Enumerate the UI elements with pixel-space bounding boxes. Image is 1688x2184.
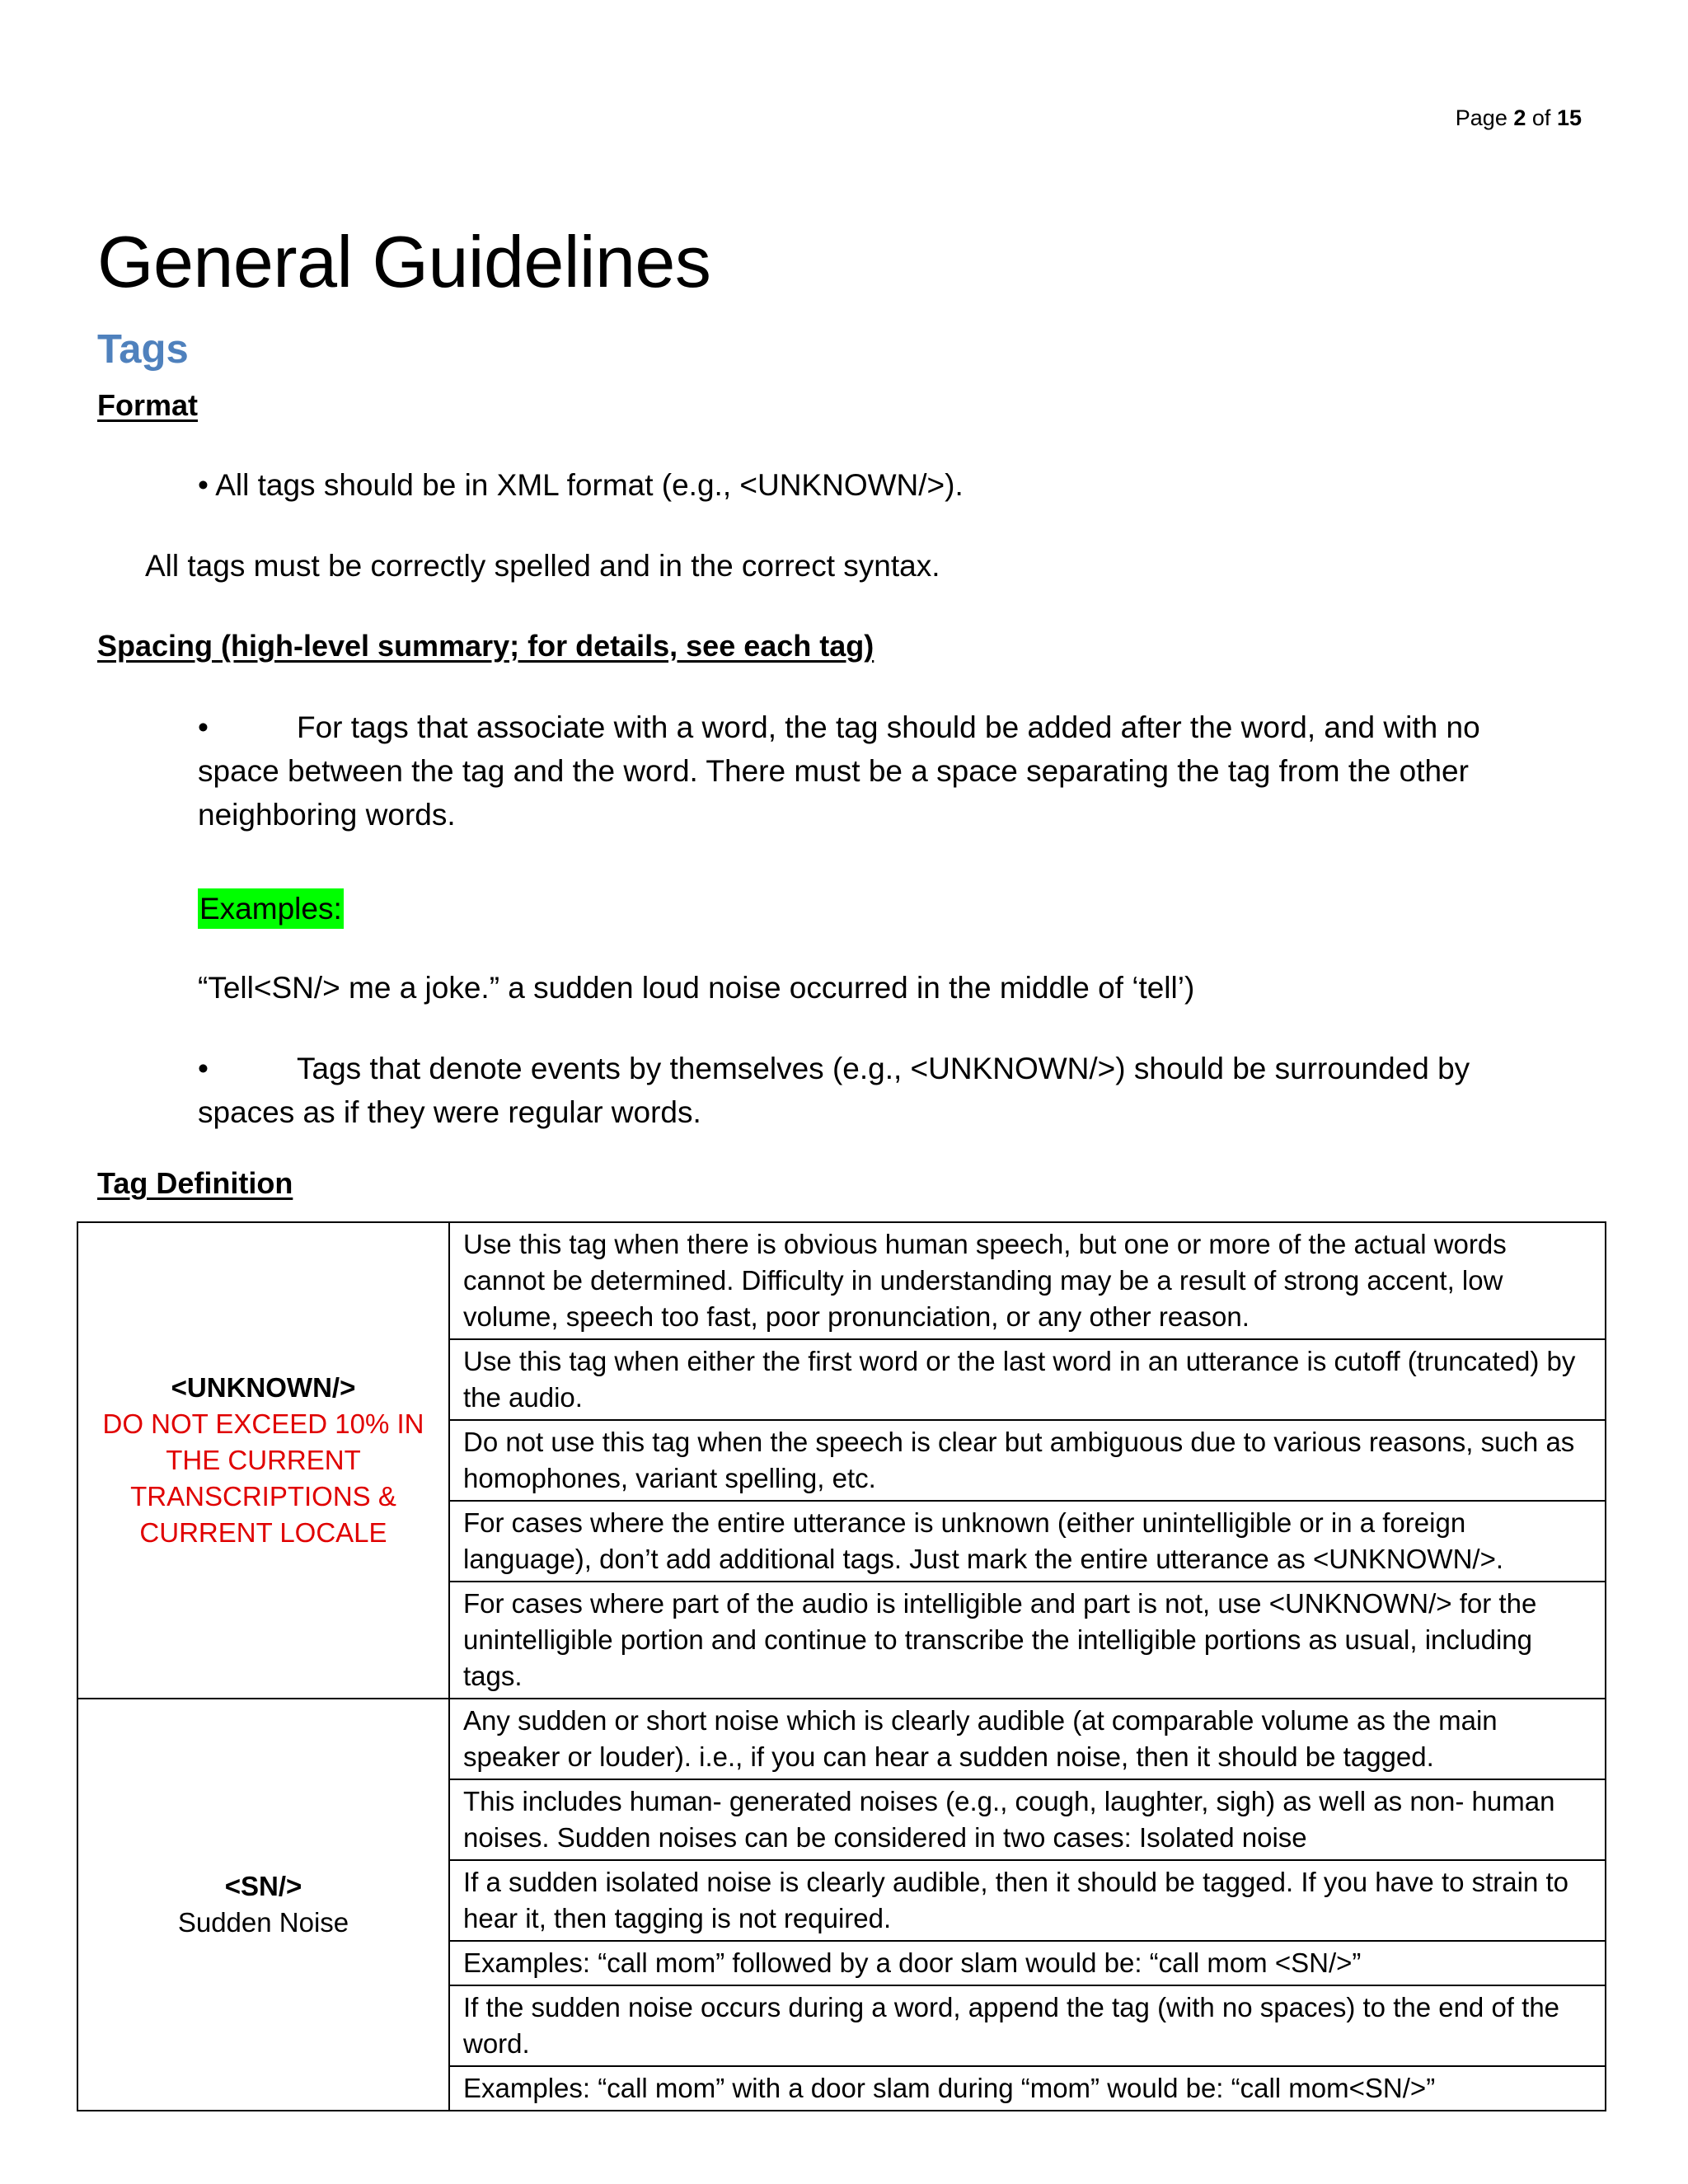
sn-tag-label: Sudden Noise [177,1907,349,1938]
format-note: All tags must be correctly spelled and in the correct syntax. [145,549,940,583]
examples-label [198,887,344,930]
page-total: 15 [1556,105,1582,130]
table-row [77,1222,1606,1339]
page-number [1456,105,1582,131]
sn-tag-cell [77,1699,449,2111]
tag-definition-heading: Tag Definition [97,1166,293,1200]
page-of: of [1531,105,1551,130]
table-cell: Do not use this tag when the speech is clear but ambiguous due to various reasons, such as homophones, variant spelling, etc. [449,1420,1606,1501]
table-cell: This includes human- generated noises (e.g., cough, laughter, sigh) as well as non- human noises. Sudden noises can be considered in two cases: Isolated noise [449,1779,1606,1860]
spacing-bullet-2-text: Tags that denote events by themselves (e.g., <UNKNOWN/>) should be surrounded by spaces as if they were regular words. [198,1052,1470,1129]
table-cell: If the sudden noise occurs during a word, append the tag (with no spaces) to the end of the word. [449,1985,1606,2066]
bullet-dot: • [198,468,209,502]
format-bullet [198,463,964,507]
spacing-bullet-1-text: For tags that associate with a word, the tag should be added after the word, and with no space between the tag and the word. There must be a space separating the tag from the other neighboring words. [198,710,1480,832]
page-current: 2 [1513,105,1526,130]
page-title: General Guidelines [97,221,711,302]
sn-tag-name: <SN/> [224,1871,302,1901]
table-cell: Any sudden or short noise which is clearly audible (at comparable volume as the main speaker or louder). i.e., if you can hear a sudden noise, then it should be tagged. [449,1699,1606,1779]
table-cell: For cases where the entire utterance is unknown (either unintelligible or in a foreign language), don’t add additional tags. Just mark the entire utterance as <UNKNOWN/>. [449,1501,1606,1582]
tag-definition-table [77,1221,1606,2111]
section-subtitle: Tags [97,327,189,372]
table-row [77,1699,1606,1779]
spacing-heading: Spacing (high-level summary; for details, see each tag) [97,629,874,663]
unknown-tag-name: <UNKNOWN/> [171,1372,356,1403]
examples-highlight: Examples: [198,888,344,929]
spacing-example: “Tell<SN/> me a joke.” a sudden loud noise occurred in the middle of ‘tell’) [198,971,1195,1005]
format-heading: Format [97,388,199,422]
unknown-tag-cell [77,1222,449,1699]
page-prefix: Page [1455,105,1507,130]
table-cell: If a sudden isolated noise is clearly audible, then it should be tagged. If you have to strain to hear it, then tagging is not required. [449,1860,1606,1941]
format-bullet-text: All tags should be in XML format (e.g., <UNKNOWN/>). [215,468,964,502]
spacing-bullet-2 [198,1047,1550,1134]
bullet-dot: • [198,1052,209,1085]
table-cell: Use this tag when either the first word or the last word in an utterance is cutoff (truncated) by the audio. [449,1339,1606,1420]
unknown-warning: DO NOT EXCEED 10% IN THE CURRENT TRANSCRIPTIONS & CURRENT LOCALE [102,1408,424,1548]
spacing-bullet-1 [198,705,1550,837]
table-cell: Examples: “call mom” with a door slam during “mom” would be: “call mom<SN/>” [449,2066,1606,2111]
table-cell: Use this tag when there is obvious human speech, but one or more of the actual words cannot be determined. Difficulty in understanding may be a result of strong accent, low volume, speech too fast, poor pronunciation, or any other reason. [449,1222,1606,1339]
bullet-dot: • [198,710,209,744]
table-cell: Examples: “call mom” followed by a door slam would be: “call mom <SN/>” [449,1941,1606,1985]
table-cell: For cases where part of the audio is intelligible and part is not, use <UNKNOWN/> for the unintelligible portion and continue to transcribe the intelligible portions as usual, including tags. [449,1582,1606,1699]
